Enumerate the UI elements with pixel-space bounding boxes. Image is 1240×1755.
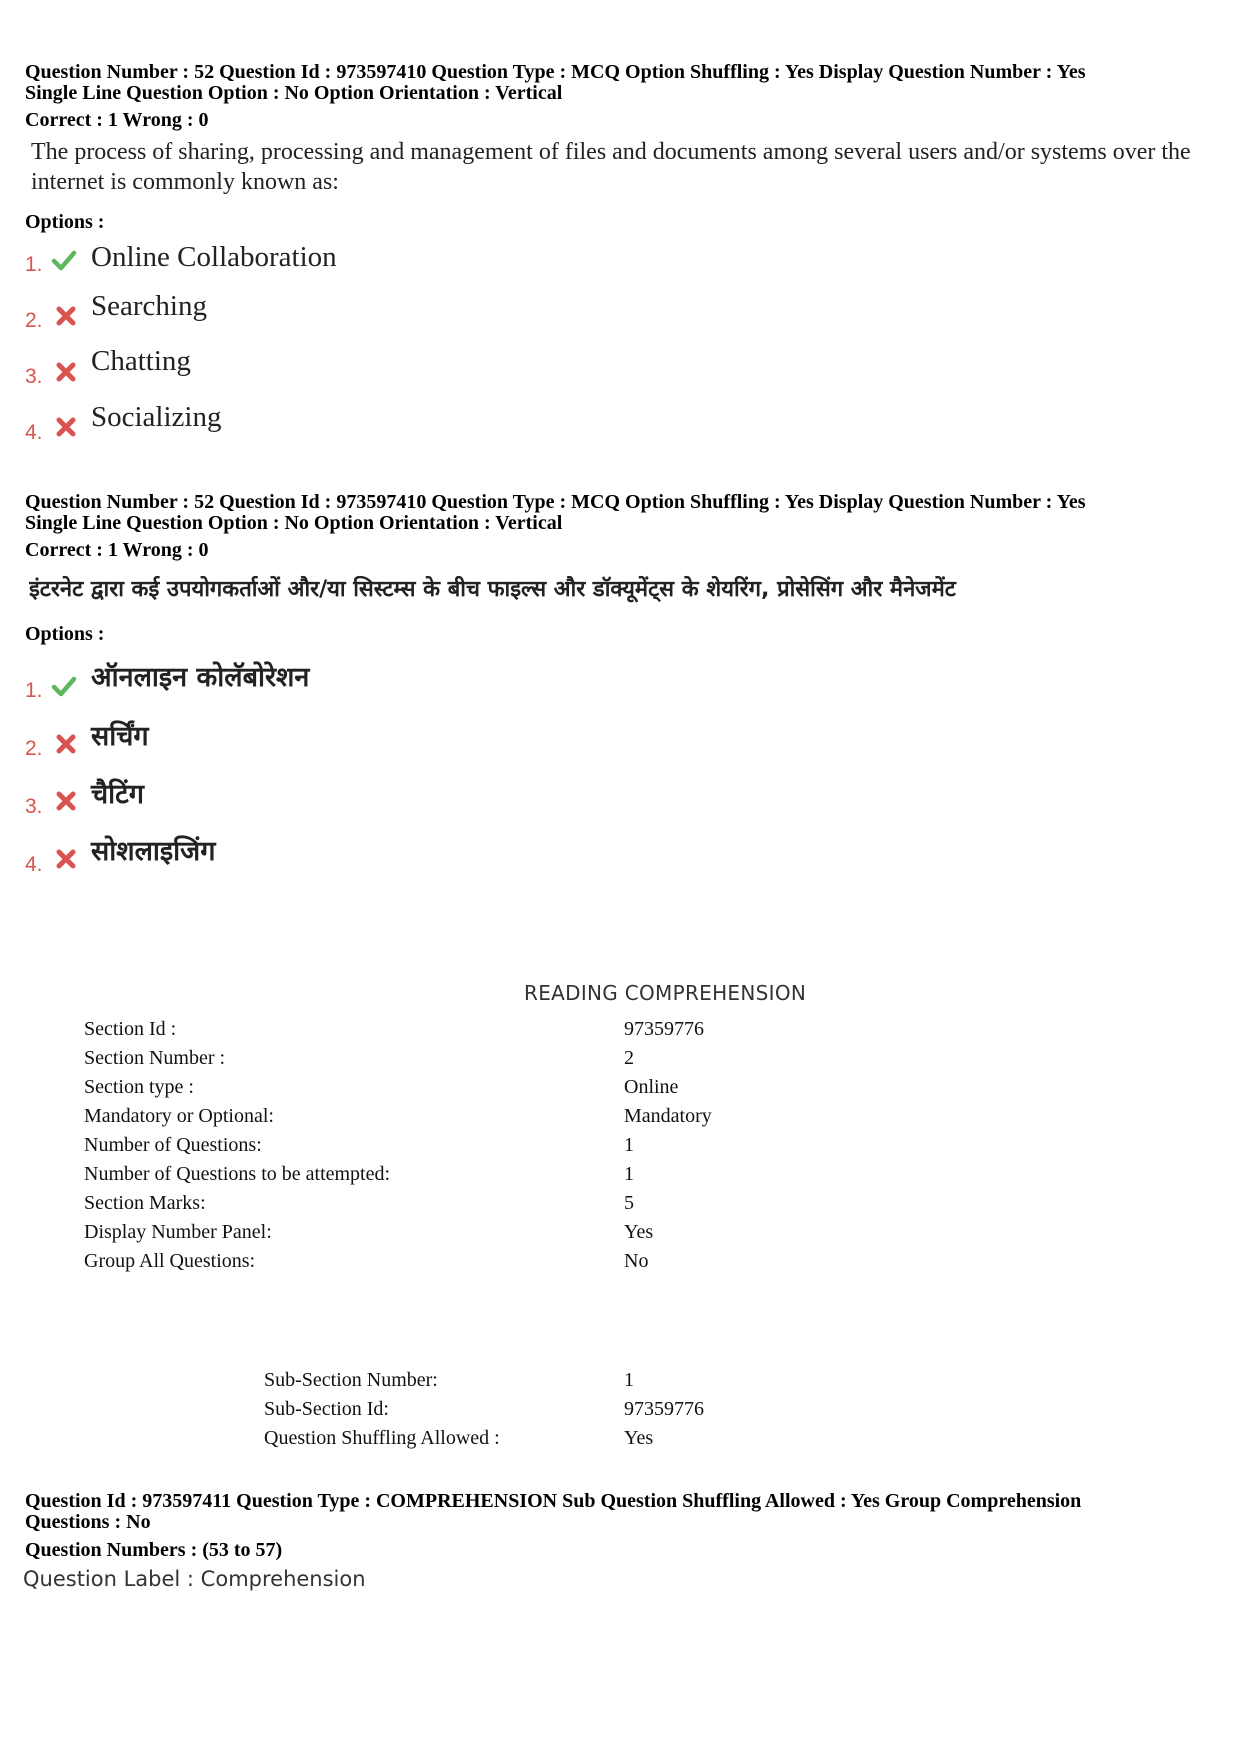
subsection-label: Sub-Section Number: (264, 1369, 438, 1391)
section-label: Section Number : (84, 1047, 226, 1069)
cross-icon (53, 303, 79, 329)
q2-option-number: 2. (25, 737, 43, 760)
check-icon (51, 247, 77, 273)
subsection-label: Question Shuffling Allowed : (264, 1427, 500, 1449)
section-label: Display Number Panel: (84, 1221, 272, 1243)
q1-option-number: 4. (25, 421, 43, 444)
section-title: READING COMPREHENSION (524, 981, 807, 1005)
section-value: Yes (624, 1221, 654, 1243)
comprehension-question-numbers: Question Numbers : (53 to 57) (25, 1539, 283, 1561)
section-value: 97359776 (624, 1018, 704, 1040)
section-label: Mandatory or Optional: (84, 1105, 274, 1127)
comprehension-question-label: Question Label : Comprehension (23, 1567, 366, 1591)
subsection-label: Sub-Section Id: (264, 1398, 389, 1420)
q2-option-number: 4. (25, 853, 43, 876)
q1-marks: Correct : 1 Wrong : 0 (25, 109, 209, 131)
q2-meta-line2: Single Line Question Option : No Option Orientation : Vertical (25, 512, 563, 534)
cross-icon (53, 359, 79, 385)
q2-options-label: Options : (25, 623, 105, 645)
q2-marks: Correct : 1 Wrong : 0 (25, 539, 209, 561)
section-value: Online (624, 1076, 679, 1098)
q2-option-text: सर्चिंग (91, 721, 149, 752)
section-label: Section Id : (84, 1018, 177, 1040)
q2-option-number: 3. (25, 795, 43, 818)
section-value: 5 (624, 1192, 634, 1214)
q1-option-text: Online Collaboration (91, 241, 337, 273)
cross-icon (53, 788, 79, 814)
q2-option-text: चैटिंग (91, 779, 144, 810)
subsection-value: 97359776 (624, 1398, 704, 1420)
q1-option-number: 3. (25, 365, 43, 388)
q2-option-text: ऑनलाइन कोलॅबोरेशन (91, 662, 310, 693)
q1-option-number: 1. (25, 253, 43, 276)
q2-option-text: सोशलाइजिंग (91, 836, 216, 867)
q1-option-text: Chatting (91, 345, 191, 377)
section-value: Mandatory (624, 1105, 712, 1127)
section-label: Group All Questions: (84, 1250, 256, 1272)
cross-icon (53, 414, 79, 440)
section-value: 2 (624, 1047, 634, 1069)
check-icon (51, 673, 77, 699)
q1-option-text: Socializing (91, 401, 222, 433)
q2-meta-line1: Question Number : 52 Question Id : 973597410 Question Type : MCQ Option Shuffling : Yes Display Question Number : Yes (25, 491, 1086, 513)
section-label: Section Marks: (84, 1192, 206, 1214)
section-label: Number of Questions: (84, 1134, 262, 1156)
cross-icon (53, 731, 79, 757)
subsection-value: 1 (624, 1369, 634, 1391)
section-value: 1 (624, 1163, 634, 1185)
q1-question-text: The process of sharing, processing and management of files and documents among several users and/or systems over the internet is commonly known as: (31, 139, 1191, 195)
q2-question-text: इंटरनेट द्वारा कई उपयोगकर्ताओं और/या सिस्टम्स के बीच फाइल्स और डॉक्यूमेंट्स के शेयरिंग, प्रोसेसिंग और मैनेजमेंट (29, 577, 956, 602)
q1-meta-line1: Question Number : 52 Question Id : 973597410 Question Type : MCQ Option Shuffling : Yes Display Question Number : Yes (25, 61, 1086, 83)
q1-option-text: Searching (91, 290, 207, 322)
q1-options-label: Options : (25, 211, 105, 233)
q1-meta-line2: Single Line Question Option : No Option Orientation : Vertical (25, 82, 563, 104)
q1-option-number: 2. (25, 309, 43, 332)
comprehension-meta-line1: Question Id : 973597411 Question Type : COMPREHENSION Sub Question Shuffling Allowed : Yes Group Comprehension (25, 1490, 1082, 1512)
section-value: 1 (624, 1134, 634, 1156)
section-label: Number of Questions to be attempted: (84, 1163, 391, 1185)
cross-icon (53, 846, 79, 872)
subsection-value: Yes (624, 1427, 654, 1449)
section-value: No (624, 1250, 649, 1272)
section-label: Section type : (84, 1076, 194, 1098)
q2-option-number: 1. (25, 679, 43, 702)
comprehension-meta-line2: Questions : No (25, 1511, 151, 1533)
